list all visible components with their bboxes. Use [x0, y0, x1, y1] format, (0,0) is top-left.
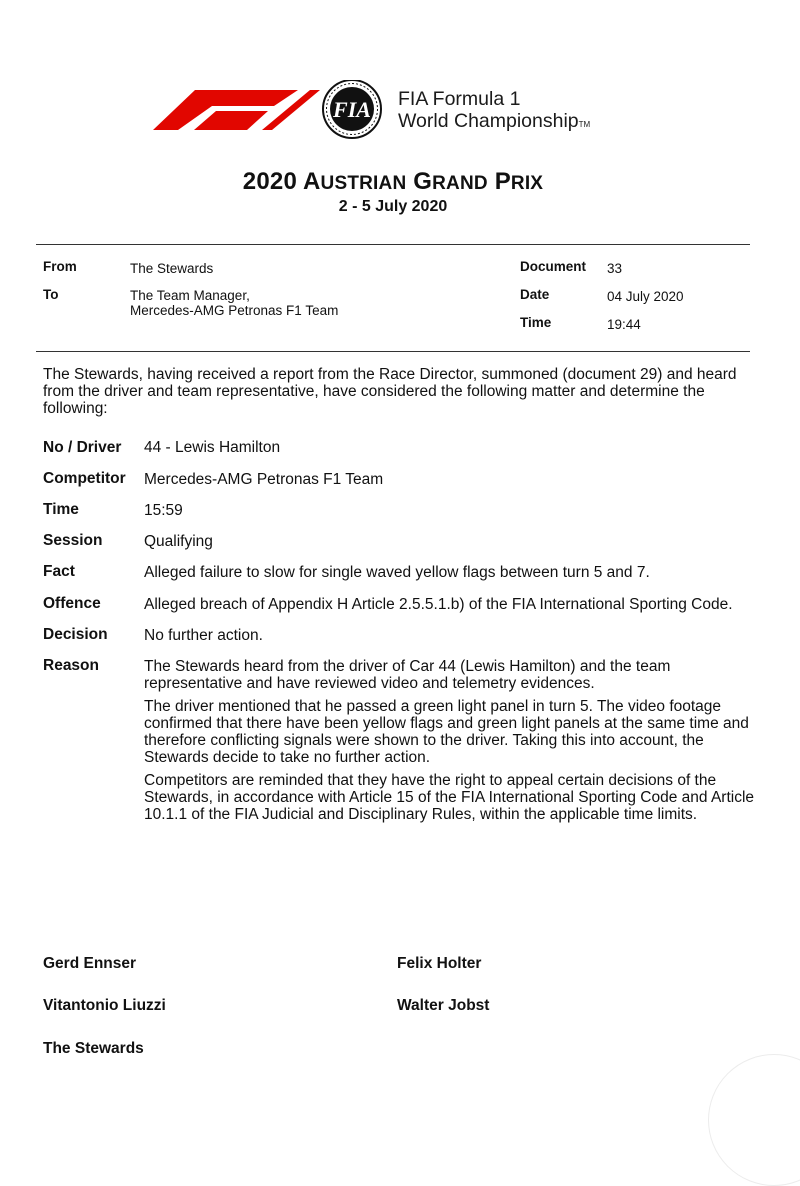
from-value: The Stewards: [130, 261, 214, 276]
date-label: Date: [520, 287, 550, 302]
intro-paragraph: The Stewards, having received a report from the Race Director, summoned (document 29) and heard from the driver and team representative, have considered the following matter and determine the following:: [43, 366, 737, 417]
reason-paragraph: Competitors are reminded that they have the right to appeal certain decisions of the Stewards, in accordance with Article 15 of the FIA International Sporting Code and Article 10.1.1 of the FIA Judicial and Disciplinary Rules, within the applicable time limits.: [144, 772, 755, 823]
detail-value-session: Qualifying: [144, 533, 213, 550]
title-word: AUSTRIAN: [302, 168, 407, 195]
detail-value-driver: 44 - Lewis Hamilton: [144, 439, 281, 456]
detail-label-time: Time: [43, 501, 79, 518]
to-label: To: [43, 287, 59, 302]
brand-line-1: FIA Formula 1: [398, 88, 521, 110]
detail-label-competitor: Competitor: [43, 470, 126, 487]
time-label: Time: [520, 315, 552, 330]
detail-value-fact: Alleged failure to slow for single waved yellow flags between turn 5 and 7.: [144, 564, 650, 581]
detail-value-competitor: Mercedes-AMG Petronas F1 Team: [144, 471, 384, 488]
brand-text: [398, 88, 590, 136]
detail-label-decision: Decision: [43, 626, 108, 643]
steward-name: Walter Jobst: [397, 997, 490, 1014]
trademark: TM: [578, 120, 591, 129]
page-corner-mark: [708, 1054, 800, 1186]
steward-name: Vitantonio Liuzzi: [43, 997, 166, 1014]
document-value: 33: [607, 261, 623, 276]
detail-label-session: Session: [43, 532, 103, 549]
reason-paragraph: The driver mentioned that he passed a green light panel in turn 5. The video footage confirmed that there have been yellow flags and green light panels at the same time and therefore conflicting signals were shown to the driver. Taking this into account, the Stewards decide to take no further action.: [144, 698, 749, 766]
divider-top: [36, 244, 750, 245]
detail-value-decision: No further action.: [144, 627, 263, 644]
steward-name: Gerd Ennser: [43, 955, 137, 972]
brand-line-2: World ChampionshipTM: [398, 110, 591, 132]
reason-paragraph: The Stewards heard from the driver of Car 44 (Lewis Hamilton) and the team representative and have reviewed video and telemetry evidences.: [144, 658, 671, 692]
detail-value-time: 15:59: [144, 502, 183, 519]
time-value: 19:44: [607, 317, 641, 332]
fia-badge-text: FIA: [333, 97, 371, 122]
detail-label-reason: Reason: [43, 657, 99, 674]
title-word: PRIX: [494, 168, 544, 195]
to-value: The Team Manager, Mercedes-AMG Petronas F1 Team: [130, 288, 339, 318]
date-value: 04 July 2020: [607, 289, 684, 304]
detail-value-offence: Alleged breach of Appendix H Article 2.5.5.1.b) of the FIA International Sporting Code.: [144, 596, 733, 613]
steward-name: Felix Holter: [397, 955, 482, 972]
detail-label-offence: Offence: [43, 595, 101, 612]
page-title: 2020 AUSTRIAN GRAND PRIX: [242, 168, 544, 195]
divider-bottom: [36, 351, 750, 352]
title-word: GRAND: [413, 168, 488, 195]
event-dates: 2 - 5 July 2020: [338, 198, 448, 215]
detail-value-reason: [144, 658, 754, 829]
from-label: From: [43, 259, 77, 274]
signatories-footer: The Stewards: [43, 1040, 144, 1057]
document-label: Document: [520, 259, 587, 274]
detail-label-driver: No / Driver: [43, 439, 122, 456]
detail-label-fact: Fact: [43, 563, 75, 580]
f1-logo-icon: [153, 90, 320, 130]
